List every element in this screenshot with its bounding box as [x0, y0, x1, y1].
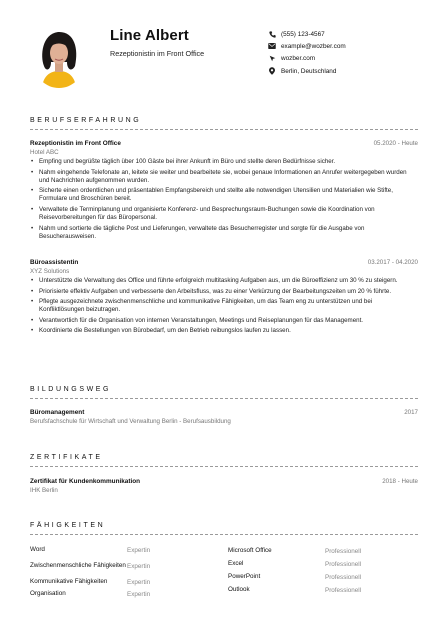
job-dates: 03.2017 - 04.2020 — [367, 259, 418, 266]
job-bullet: • Unterstützte die Verwaltung des Office und führte erfolgreich multitasking Aufgaben aus, um die Büroeffizienz um 30 % zu steigern. — [30, 277, 418, 285]
skill-level: Professionell — [325, 561, 362, 568]
contact-email — [268, 40, 346, 52]
phone-icon — [268, 30, 276, 38]
location-pin-icon — [268, 67, 276, 75]
contact-location-text: Berlin, Deutschland — [281, 67, 337, 75]
mail-icon — [268, 42, 276, 50]
skill-item — [228, 545, 361, 558]
skill-level: Professionell — [325, 587, 362, 594]
skill-name: Outlook — [228, 586, 250, 594]
link-icon — [268, 55, 276, 63]
contact-website-text[interactable]: wozber.com — [281, 55, 316, 63]
certificate-title: Zertifikat für Kundenkommunikation — [30, 478, 141, 485]
section-title-skills: FÄHIGKEITEN — [30, 522, 106, 529]
section-title-experience: BERUFSERFAHRUNG — [30, 117, 142, 124]
job-company: Hotel ABC — [30, 149, 59, 156]
job-bullet: • Verwaltete die Terminplanung und organisierte Konferenz- und Besprechungsraum-Buchungen sowie die Koordination von Reisevorbereitungen für das Büropersonal. — [30, 206, 418, 222]
skill-name: Word — [30, 546, 45, 554]
job-bullet: • Pflegte ausgezeichnete zwischenmenschliche und kommunikative Fähigkeiten, um das Team eng zu unterstützen und bei Konfliktlösungen beizutragen. — [30, 298, 418, 314]
skill-level: Professionell — [325, 574, 362, 581]
candidate-role: Rezeptionistin im Front Office — [110, 49, 205, 58]
job-bullet: • Sicherte einen ordentlichen und präsentablen Empfangsbereich und stellte alle notwendigen Utensilien und Materialien wie Stifte, Formulare und Broschüren bereit. — [30, 187, 418, 203]
skill-name: PowerPoint — [228, 573, 261, 581]
job-bullet: • Priorisierte effektiv Aufgaben und verbesserte den Arbeitsfluss, was zu einer Verkürzung der Bearbeitungszeiten um 20 % führte. — [30, 288, 418, 296]
skill-item — [228, 558, 361, 571]
contact-email-text[interactable]: example@wozber.com — [281, 42, 346, 50]
section-divider — [30, 534, 418, 535]
skill-name: Kommunikative Fähigkeiten — [30, 578, 108, 586]
skill-name: Zwischenmenschliche Fähigkeiten — [30, 561, 126, 569]
job-title: Büroassistentin — [30, 259, 79, 266]
job-bullet: • Koordinierte die Bestellungen von Bürobedarf, um den Betrieb reibungslos laufen zu lassen. — [30, 327, 418, 335]
skills-column-left — [30, 545, 150, 600]
job-title: Rezeptionistin im Front Office — [30, 140, 121, 147]
skill-level: Expertin — [127, 547, 151, 554]
certificate-issuer: IHK Berlin — [30, 487, 58, 494]
job-bullet-list — [30, 277, 418, 338]
job-bullet: • Nahm eingehende Telefonate an, leitete sie weiter und bearbeitete sie, wobei genaue Informationen an Anrufer weitergegeben wurden und Nachrichten aufgenommen wurden. — [30, 169, 418, 185]
skill-item — [228, 584, 361, 597]
contact-location — [268, 65, 346, 77]
section-title-certificates: ZERTIFIKATE — [30, 454, 103, 461]
skill-name: Organisation — [30, 590, 66, 598]
contact-list — [268, 28, 346, 77]
skill-level: Expertin — [127, 579, 151, 586]
candidate-name: Line Albert — [110, 27, 189, 44]
skill-item — [30, 556, 150, 576]
skill-item — [228, 571, 361, 584]
profile-photo — [34, 26, 84, 88]
section-divider — [30, 129, 418, 130]
section-title-education: BILDUNGSWEG — [30, 386, 112, 393]
education-title: Büromanagement — [30, 409, 85, 416]
skill-name: Microsoft Office — [228, 547, 272, 555]
contact-website — [268, 53, 346, 65]
job-bullet-list — [30, 158, 418, 243]
skill-level: Expertin — [127, 591, 151, 598]
skill-name: Excel — [228, 560, 244, 568]
section-divider — [30, 466, 418, 467]
job-bullet: • Nahm und sortierte die tägliche Post und Lieferungen, verwaltete das Besucherregister und sorgte für die Ausgabe von Besucherausweisen. — [30, 225, 418, 241]
job-bullet: • Empfing und begrüßte täglich über 100 Gäste bei ihrer Ankunft im Büro und stellte deren Bedürfnisse sicher. — [30, 158, 418, 166]
contact-phone-text[interactable]: (555) 123-4567 — [281, 30, 325, 38]
skill-item — [30, 576, 150, 589]
job-bullet: • Verantwortlich für die Organisation von internen Veranstaltungen, Meetings und Reiseplanungen für das Management. — [30, 317, 418, 325]
section-divider — [30, 398, 418, 399]
education-institution: Berufsfachschule für Wirtschaft und Verwaltung Berlin - Berufsausbildung — [30, 418, 231, 425]
contact-phone — [268, 28, 346, 40]
skill-item — [30, 589, 150, 600]
skills-column-right — [228, 545, 361, 597]
skill-level: Expertin — [127, 562, 151, 570]
certificate-dates: 2018 - Heute — [382, 478, 418, 485]
job-dates: 05.2020 - Heute — [373, 140, 418, 147]
skill-item — [30, 545, 150, 556]
education-dates: 2017 — [404, 409, 418, 416]
job-company: XYZ Solutions — [30, 268, 70, 275]
skill-level: Professionell — [325, 548, 362, 555]
